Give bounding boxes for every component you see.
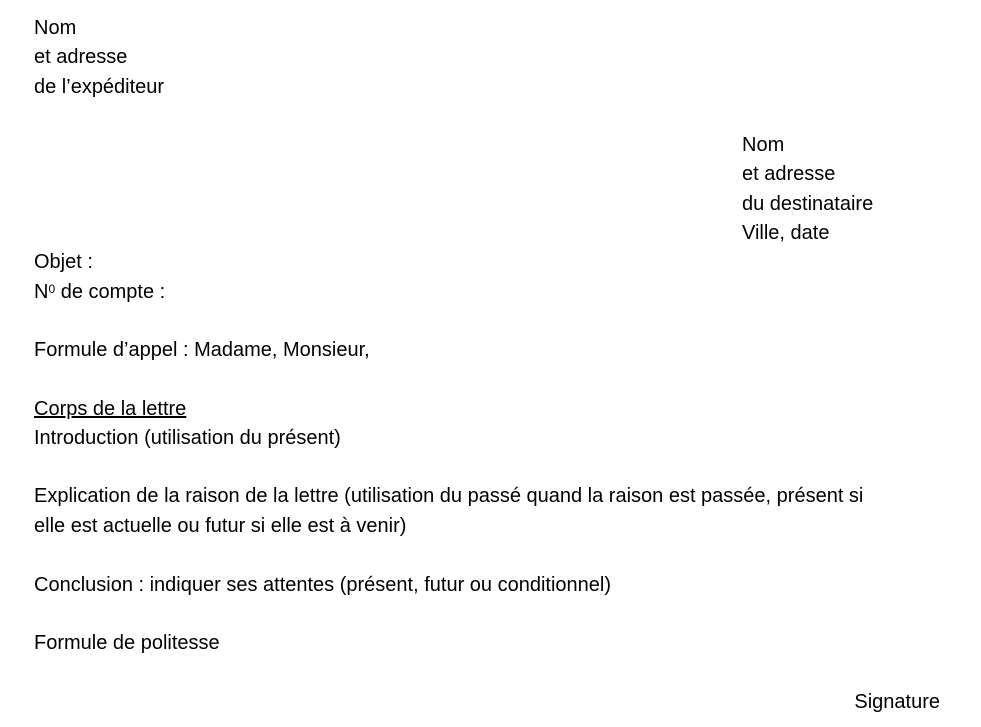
introduction-line: Introduction (utilisation du présent) [34,427,341,449]
explanation-line-1: Explication de la raison de la lettre (utilisation du passé quand la raison est passée, présent si [34,485,864,507]
closing-line: Formule de politesse [34,632,220,654]
subject-line: Objet : [34,251,93,273]
account-suffix: de compte : [55,281,166,303]
recipient-label: du destinataire [742,193,874,215]
recipient-address: et adresse [742,163,836,185]
account-prefix: N [34,281,49,303]
sender-name: Nom [34,17,77,39]
account-superscript: 0 [48,282,56,296]
explanation-line-2: elle est actuelle ou futur si elle est à venir) [34,515,407,537]
signature: Signature [854,691,940,713]
sender-label: de l’expéditeur [34,76,165,98]
sender-address: et adresse [34,46,128,68]
city-date: Ville, date [742,222,830,244]
body-heading: Corps de la lettre [34,398,187,420]
account-number-line [34,280,165,304]
recipient-name: Nom [742,134,785,156]
conclusion-line: Conclusion : indiquer ses attentes (présent, futur ou conditionnel) [34,574,612,596]
salutation-line: Formule d’appel : Madame, Monsieur, [34,339,370,361]
